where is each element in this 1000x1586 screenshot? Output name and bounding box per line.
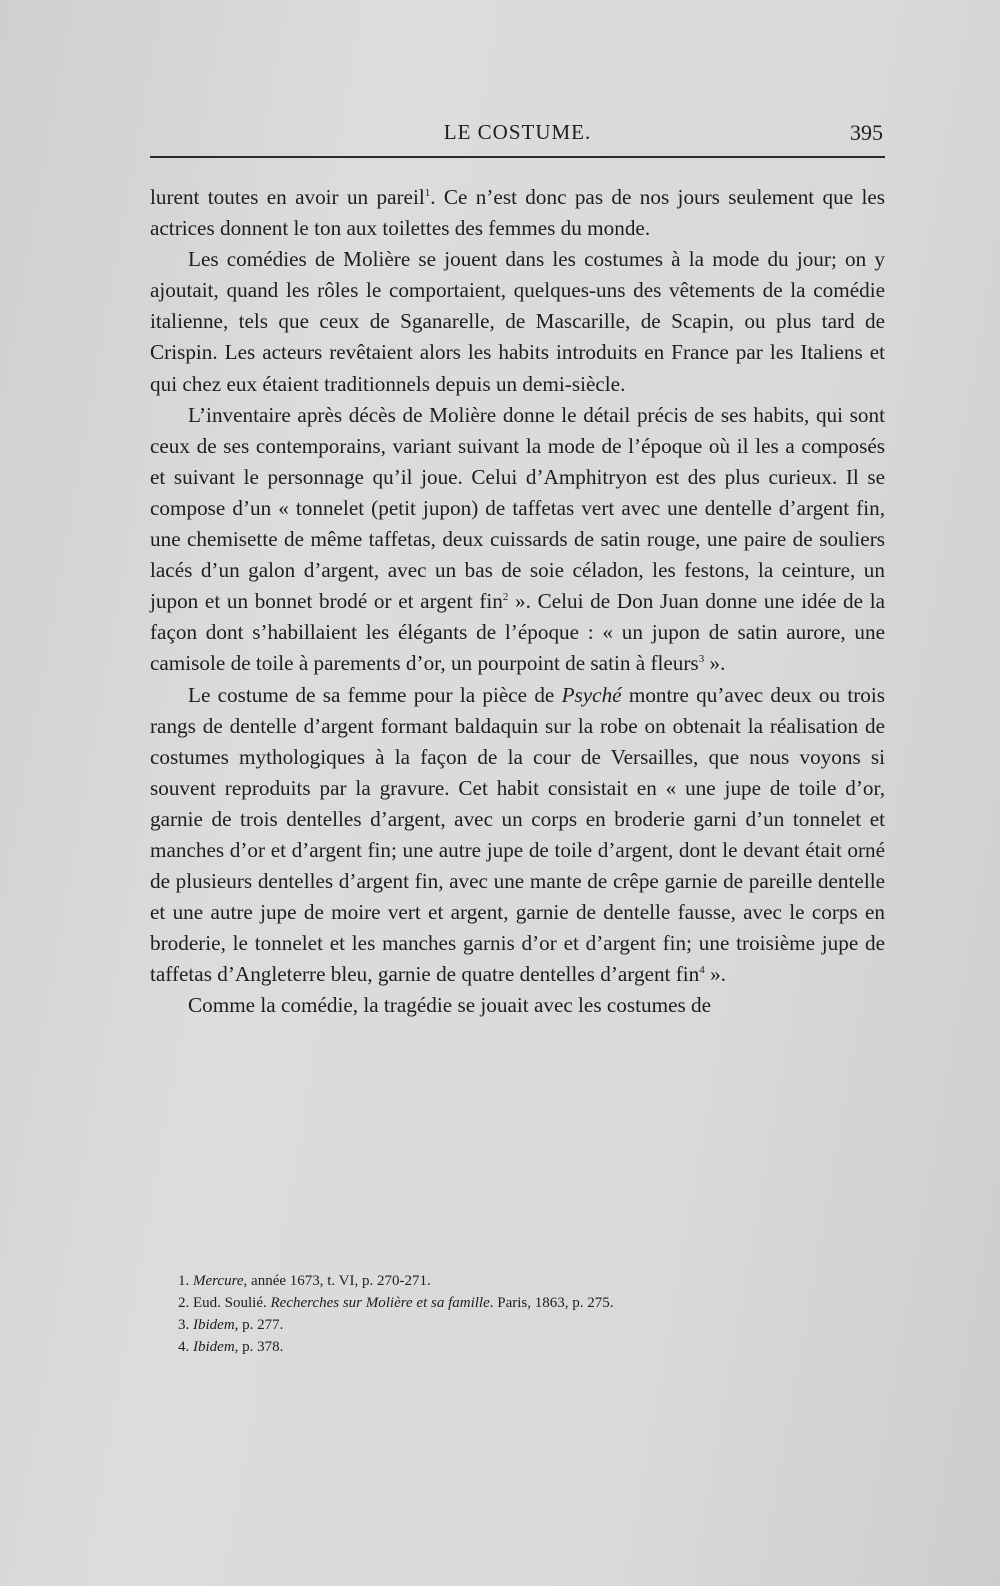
paragraph-4-text-b: montre qu’avec deux ou trois rangs de dentelle d’argent formant baldaquin sur la robe on obtenait la réalisation de costumes mythologiques à la façon de la cour de Versailles, que nous voyons si souvent reproduits par la gravure. Cet habit consistait en « une jupe de toile d’or, garnie de trois dentelles d’argent, avec un corps en broderie garni d’un tonnelet et manches d’or et d’argent fin; une autre jupe de toile d’argent, dont le devant était orné de plusieurs dentelles d’argent fin, avec une mante de crêpe garnie de pareille dentelle et une autre jupe de moire vert et argent, garnie de dentelle fausse, avec le corps en broderie, le tonnelet et les manches garnis d’or et d’argent fin; une troisième jupe de taffetas d’Angleterre bleu, garnie de quatre dentelles d’argent fin	[150, 682, 885, 987]
footnote-number: 4.	[178, 1339, 190, 1355]
footnote-detail: , p. 378.	[234, 1339, 284, 1355]
footnote-ref-4: 4	[699, 964, 705, 977]
footnote-detail: , année 1673, t. VI, p. 270-271.	[243, 1273, 431, 1289]
footnote-number: 3.	[178, 1317, 190, 1333]
page-header	[150, 120, 885, 158]
paragraph-1	[150, 182, 885, 244]
footnote-source: Recherches sur Molière et sa famille	[270, 1295, 490, 1311]
footnote-source: Mercure	[193, 1273, 244, 1289]
paragraph-1-text-b: . Ce n’est donc pas de nos jours seulement que les actrices donnent le ton aux toilettes des femmes du monde.	[150, 185, 886, 241]
footnote-ref-1: 1	[424, 187, 431, 199]
footnote-1	[178, 1270, 798, 1292]
footnote-detail: , p. 277.	[234, 1317, 284, 1333]
footnote-source: Ibidem	[193, 1317, 235, 1333]
footnote-4	[178, 1336, 798, 1358]
paragraph-5: Comme la comédie, la tragédie se jouait avec les costumes de	[188, 993, 712, 1018]
page-number: 395	[850, 120, 883, 145]
footnote-source: Ibidem	[193, 1339, 235, 1355]
footnotes	[178, 1270, 798, 1358]
paragraph-4-text-a: Le costume de sa femme pour la pièce de	[188, 682, 562, 707]
paragraph-3-text-c: ».	[704, 651, 726, 676]
footnote-number: 1.	[178, 1273, 190, 1289]
paragraph-4-text-c: ».	[704, 962, 726, 987]
footnote-ref-2: 2	[502, 591, 509, 604]
footnote-3	[178, 1314, 798, 1336]
paragraph-3-text-b: ». Celui de Don Juan donne une idée de la façon dont s’habillaient les élégants de l’époque : « un jupon de satin aurore, une camisole de toile à parements d’or, un pourpoint de satin à fleurs	[150, 589, 885, 676]
footnote-detail: . Paris, 1863, p. 275.	[489, 1295, 614, 1311]
work-title-psyche: Psyché	[561, 682, 622, 707]
footnote-number: 2.	[178, 1295, 190, 1311]
main-text	[150, 182, 885, 1022]
paragraph-1-text-a: lurent toutes en avoir un pareil	[150, 185, 425, 209]
running-title: LE COSTUME.	[443, 120, 592, 144]
paragraph-2: Les comédies de Molière se jouent dans les costumes à la mode du jour; on y ajoutait, quand les rôles le comportaient, quelques-uns des vêtements de la comédie italienne, tels que ceux de Sganarelle, de Mascarille, de Scapin, ou plus tard de Crispin. Les acteurs revêtaient alors les habits introduits en France par les Italiens et qui chez eux étaient traditionnels depuis un demi-siècle.	[150, 247, 885, 396]
paragraph-4	[150, 680, 885, 991]
footnote-2	[178, 1292, 798, 1314]
footnote-author: Eud. Soulié.	[193, 1295, 271, 1311]
paragraph-3	[150, 400, 885, 680]
paragraph-3-text-a: L’inventaire après décès de Molière donne le détail précis de ses habits, qui sont ceux de ses contemporains, variant suivant la mode de l’époque où il les a composés et suivant le personnage qu’il joue. Celui d’Amphitryon est des plus curieux. Il se compose d’un « tonnelet (petit jupon) de taffetas vert avec une dentelle d’argent fin, une chemisette de même taffetas, deux cuissards de satin rouge, une paire de souliers lacés d’un galon d’argent, avec un bas de soie céladon, les festons, la ceinture, un jupon et un bonnet brodé or et argent fin	[150, 402, 885, 614]
footnote-ref-3: 3	[698, 653, 705, 666]
